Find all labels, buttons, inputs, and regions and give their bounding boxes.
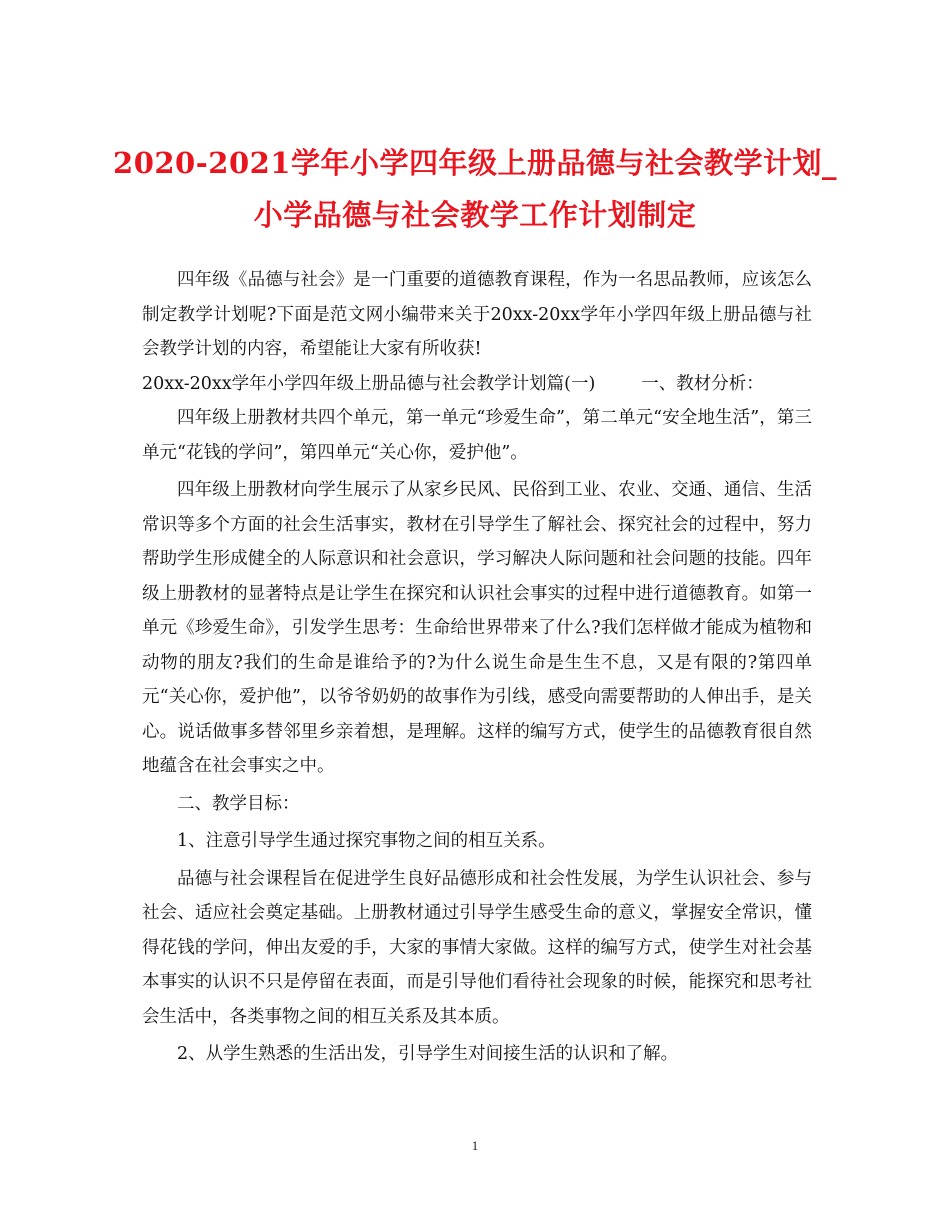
materials-paragraph-2: 四年级上册教材向学生展示了从家乡民风、民俗到工业、农业、交通、通信、生活常识等多个方面的社会生活事实，教材在引导学生了解社会、探究社会的过程中，努力帮助学生形成健全的人际意识和社会意识，学习解决人际问题和社会问题的技能。四年级上册教材的显著特点是让学生在探究和认识社会事实的过程中进行道德教育。如第一单元《珍爱生命》，引发学生思考：生命给世界带来了什么?我们怎样做才能成为植物和动物的朋友?我们的生命是谁给予的?为什么说生命是生生不息，又是有限的?第四单元“关心你，爱护他”，以爷爷奶奶的故事作为引线，感受向需要帮助的人伸出手，是关心。说话做事多替邻里乡亲着想，是理解。这样的编写方式，使学生的品德教育很自然地蕴含在社会事实之中。 <box>142 480 812 776</box>
document-title-line-1: 2020-2021学年小学四年级上册品德与社会教学计划_ <box>113 146 837 180</box>
section-heading-goals: 二、教学目标： <box>177 793 300 814</box>
intro-paragraph: 四年级《品德与社会》是一门重要的道德教育课程，作为一名思品教师，应该怎么制定教学计划呢?下面是范文网小编带来关于20xx-20xx学年小学四年级上册品德与社会教学计划的内容，希望能让大家有所收获! <box>142 270 812 359</box>
goal-item-2: 2、从学生熟悉的生活出发，引导学生对间接生活的认识和了解。 <box>177 1044 679 1064</box>
goal-item-1: 1、注意引导学生通过探究事物之间的相互关系。 <box>177 831 556 851</box>
page-number: 1 <box>471 1138 479 1153</box>
goals-paragraph: 品德与社会课程旨在促进学生良好品德形成和社会性发展，为学生认识社会、参与社会、适应社会奠定基础。上册教材通过引导学生感受生命的意义，掌握安全常识，懂得花钱的学问，伸出友爱的手，大家的事情大家做。这样的编写方式，使学生对社会基本事实的认识不只是停留在表面，而是引导他们看待社会现象的时候，能探究和思考社会生活中，各类事物之间的相互关系及其本质。 <box>142 868 812 1027</box>
section-heading-materials: 一、教材分析： <box>641 373 764 394</box>
document-title-line-2: 小学品德与社会教学工作计划制定 <box>253 198 697 232</box>
materials-paragraph-1: 四年级上册教材共四个单元，第一单元“珍爱生命”，第二单元“安全地生活”，第三单元“花钱的学问”，第四单元“关心你，爱护他”。 <box>142 408 812 463</box>
plan-heading: 20xx-20xx学年小学四年级上册品德与社会教学计划篇(一) <box>142 373 596 394</box>
plan-heading-line <box>142 367 812 402</box>
document-body <box>142 263 812 1072</box>
